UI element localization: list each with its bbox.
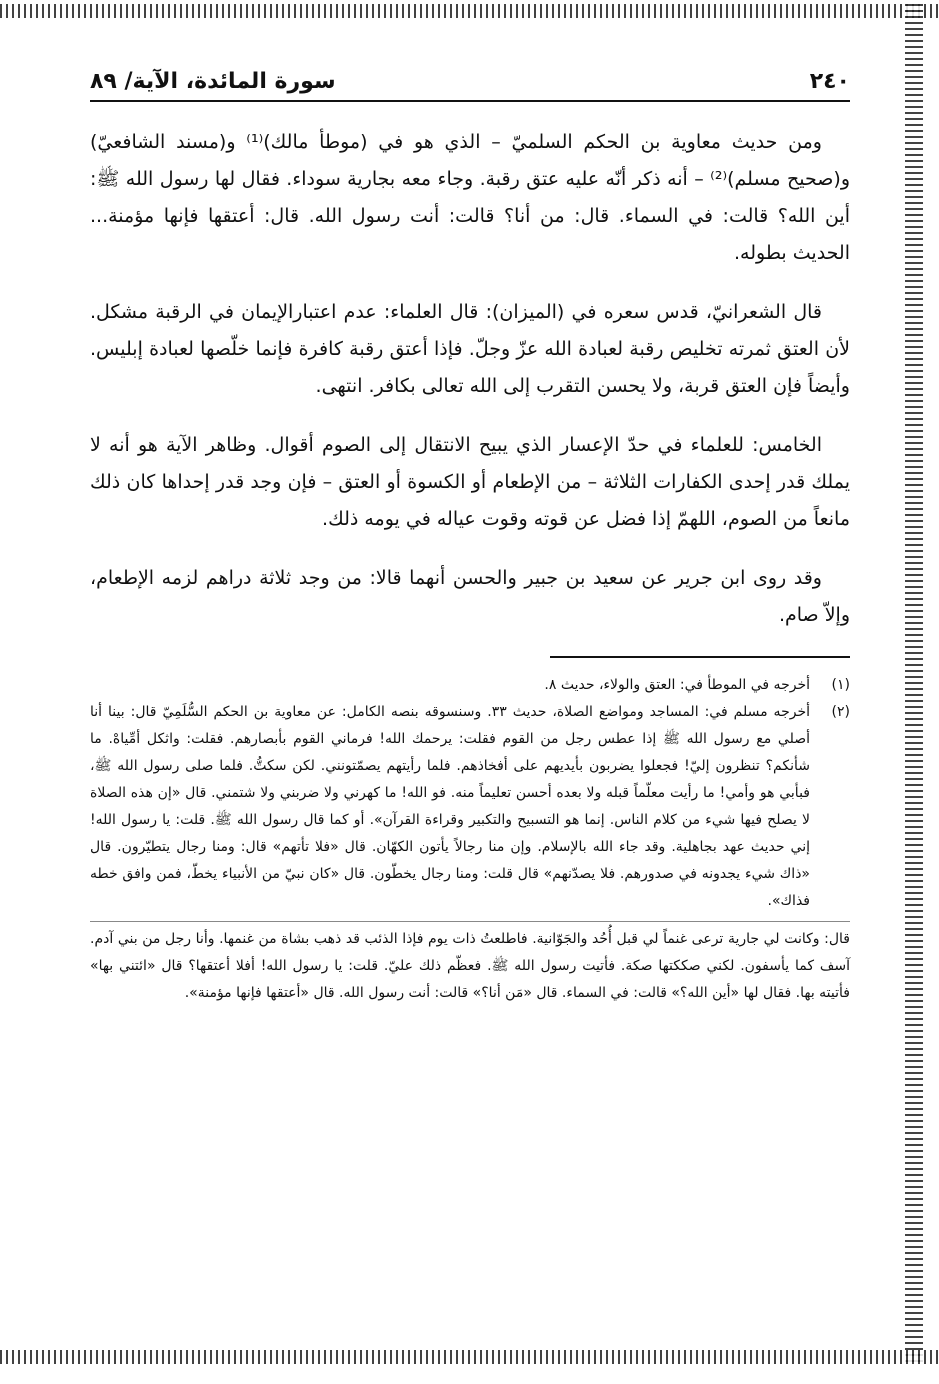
footnote-2-continuation: قال: وكانت لي جارية ترعى غنماً لي قبل أُحُد والجَوّانية. فاطلعتُ ذات يوم فإذا الذئب قد ذهب بشاة من غنمها. وأنا رجل من بني آدم. آسف كما يأسفون. لكني صككتها صكة. فأتيت رسول الله ﷺ. فعظّم ذلك عليّ. قلت: يا رسول الله! أفلا أعتقها؟ قال «ائتني بها» فأتيته بها. فقال لها «أين الله؟» قالت: في السماء. قال «مَن أنا؟» قالت: أنت رسول الله. قال «أعتقها فإنها مؤمنة».	[90, 921, 850, 1007]
book-page	[90, 40, 850, 1340]
footnote-2-text: أخرجه مسلم في: المساجد ومواضع الصلاة، حديث ٣٣. وسنسوقه بنصه الكامل: عن معاوية بن الحكم السُّلَمِيّ قال: بينا أنا أصلي مع رسول الله ﷺ إذا عطس رجل من القوم فقلت: يرحمك الله! فرماني القوم بأبصارهم. فقلت: واثكل أمِّياهْ. ما شأنكم؟ تنظرون إليّ! فجعلوا يضربون بأيديهم على أفخاذهم. فلما رأيتهم يصمّتونني. لكن سكتُّ. فلما صلى رسول الله ﷺ، فبأبي هو وأمي! ما رأيت معلّماً قبله ولا بعده أحسن تعليماً منه. فو الله! ما كهرني ولا ضربني ولا شتمني. قال «إن هذه الصلاة لا يصلح فيها شيء من كلام الناس. إنما هو التسبيح والتكبير وقراءة القرآن». أو كما قال رسول الله ﷺ. قلت: يا رسول الله! إني حديث عهد بجاهلية. وقد جاء الله بالإسلام. وإن منا رجالاً يأتون الكهّان. قال «فلا تأتهم» قال: ومنا رجال يتطيّرون. قال «ذاك شيء يجدونه في صدورهم. فلا يصدّنهم» قال قلت: ومنا رجال يخطّون. قال «كان نبيّ من الأنبياء يخطّ، فمن وافق خطه فذاك».	[90, 704, 810, 909]
footnote-1-text: أخرجه في الموطأ في: العتق والولاء، حديث ٨.	[544, 677, 810, 693]
paragraph-1: ومن حديث معاوية بن الحكم السلميّ – الذي هو في (موطأ مالك)⁽¹⁾ و(مسند الشافعيّ) و(صحيح مسلم)⁽²⁾ – أنه ذكر أنّه عليه عتق رقبة. وجاء معه بجارية سوداء. فقال لها رسول الله ﷺ: أين الله؟ قالت: في السماء. قال: من أنا؟ قالت: أنت رسول الله. قال: أعتقها فإنها مؤمنة... الحديث بطوله.	[90, 131, 850, 264]
paragraph-3: الخامس: للعلماء في حدّ الإعسار الذي يبيح الانتقال إلى الصوم أقوال. وظاهر الآية هو أنه لا يملك قدر إحدى الكفارات الثلاثة – من الإطعام أو الكسوة أو العتق – فإن وجد قدر إحداها كان ذلك مانعاً من الصوم، اللهمّ إذا فضل عن قوته وقوت عياله في يومه ذلك.	[90, 434, 850, 530]
decorative-border-top	[0, 4, 939, 18]
page-header	[90, 40, 850, 102]
main-text	[90, 124, 850, 634]
footnote-2-number: (٢)	[831, 704, 850, 720]
surah-title: سورة المائدة، الآية/ ٨٩	[90, 69, 336, 94]
footnote-separator	[550, 656, 850, 658]
decorative-border-bottom	[0, 1350, 939, 1364]
paragraph-2: قال الشعرانيّ، قدس سعره في (الميزان): قال العلماء: عدم اعتبارالإيمان في الرقبة مشكل. لأن العتق ثمرته تخليص رقبة لعبادة الله عزّ وجلّ. فإذا أعتق رقبة كافرة فإنما خلّصها لعبادة إبليس. وأيضاً فإن العتق قربة، ولا يحسن التقرب إلى الله تعالى بكافر. انتهى.	[90, 301, 850, 397]
footnotes	[90, 672, 850, 1007]
decorative-border-right	[905, 4, 923, 1366]
page-number: ٢٤٠	[809, 69, 850, 94]
paragraph-4: وقد روى ابن جرير عن سعيد بن جبير والحسن أنهما قالا: من وجد ثلاثة دراهم لزمه الإطعام، وإلاّ صام.	[90, 567, 850, 626]
footnote-2	[90, 699, 850, 915]
footnote-1	[90, 672, 850, 699]
footnote-1-number: (١)	[831, 677, 850, 693]
